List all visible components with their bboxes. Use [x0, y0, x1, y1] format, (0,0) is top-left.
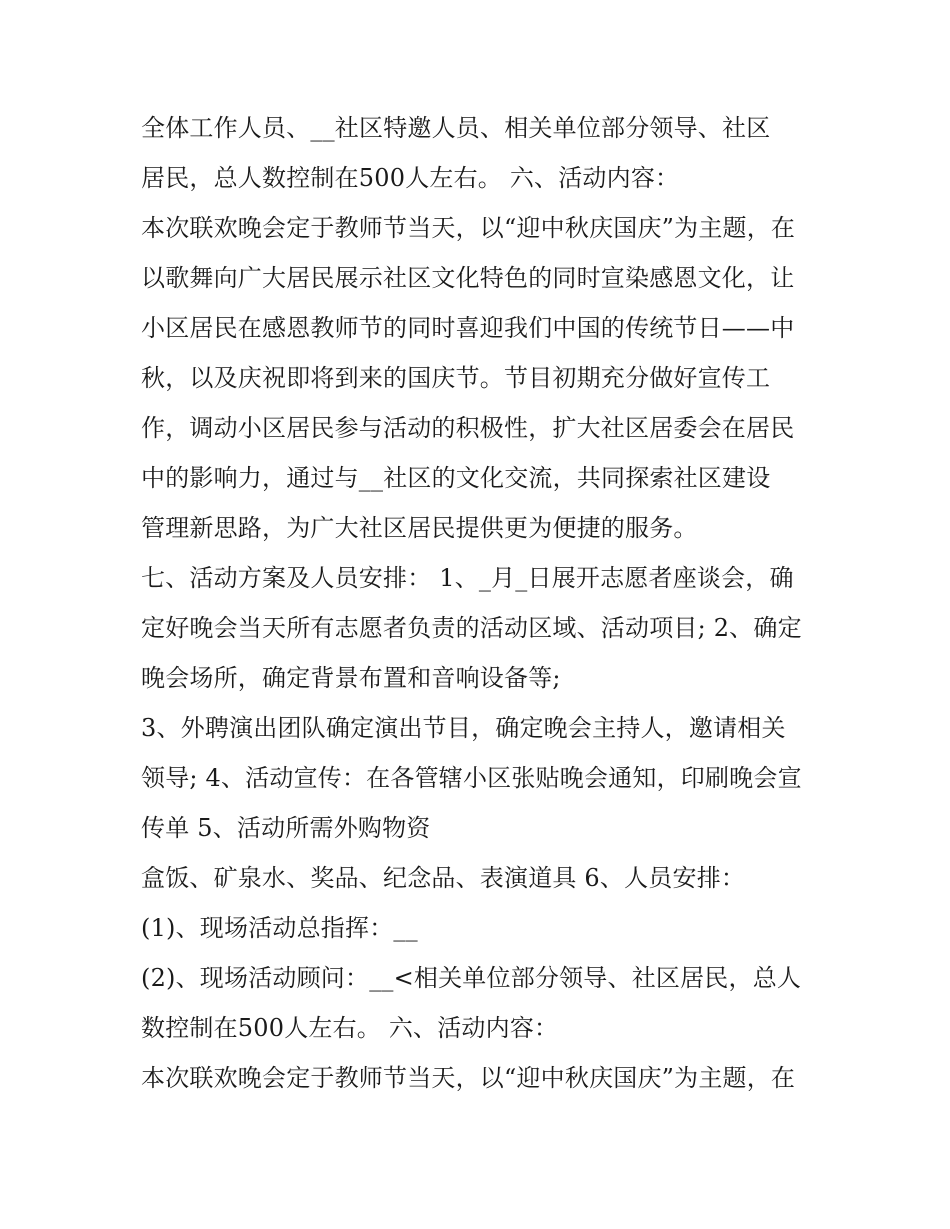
document-line: 本次联欢晚会定于教师节当天，以“迎中秋庆国庆”为主题，在 [141, 214, 796, 242]
document-line: 小区居民在感恩教师节的同时喜迎我们中国的传统节日——中 [141, 314, 795, 342]
document-line: 全体工作人员、__社区特邀人员、相关单位部分领导、社区 [141, 114, 771, 142]
document-line: 作，调动小区居民参与活动的积极性，扩大社区居委会在居民 [141, 414, 795, 442]
document-line: 管理新思路，为广大社区居民提供更为便捷的服务。 [141, 514, 698, 542]
document-line: 数控制在500人左右。 六、活动内容： [141, 1014, 559, 1042]
document-line: 盒饭、矿泉水、奖品、纪念品、表演道具 6、人员安排： [141, 864, 746, 892]
document-line: 秋，以及庆祝即将到来的国庆节。节目初期充分做好宣传工 [141, 364, 771, 392]
document-line: 3、外聘演出团队确定演出节目，确定晚会主持人，邀请相关 [141, 714, 786, 742]
document-line: 晚会场所，确定背景布置和音响设备等; [141, 664, 561, 692]
document-line: (1)、现场活动总指挥：__ [141, 914, 418, 942]
document-line: 居民，总人数控制在500人左右。 六、活动内容： [141, 164, 680, 192]
document-line: 领导; 4、活动宣传：在各管辖小区张贴晚会通知，印刷晚会宣 [141, 764, 802, 792]
document-line: 本次联欢晚会定于教师节当天，以“迎中秋庆国庆”为主题，在 [141, 1064, 796, 1092]
document-line: 定好晚会当天所有志愿者负责的活动区域、活动项目; 2、确定 [141, 614, 802, 642]
document-line: 中的影响力，通过与__社区的文化交流，共同探索社区建设 [141, 464, 771, 492]
document-line: (2)、现场活动顾问：__<相关单位部分领导、社区居民，总人 [141, 964, 802, 992]
document-line: 传单 5、活动所需外购物资 [141, 814, 431, 842]
document-line: 七、活动方案及人员安排： 1、_月_日展开志愿者座谈会，确 [141, 564, 794, 592]
document-line: 以歌舞向广大居民展示社区文化特色的同时宣染感恩文化，让 [141, 264, 795, 292]
